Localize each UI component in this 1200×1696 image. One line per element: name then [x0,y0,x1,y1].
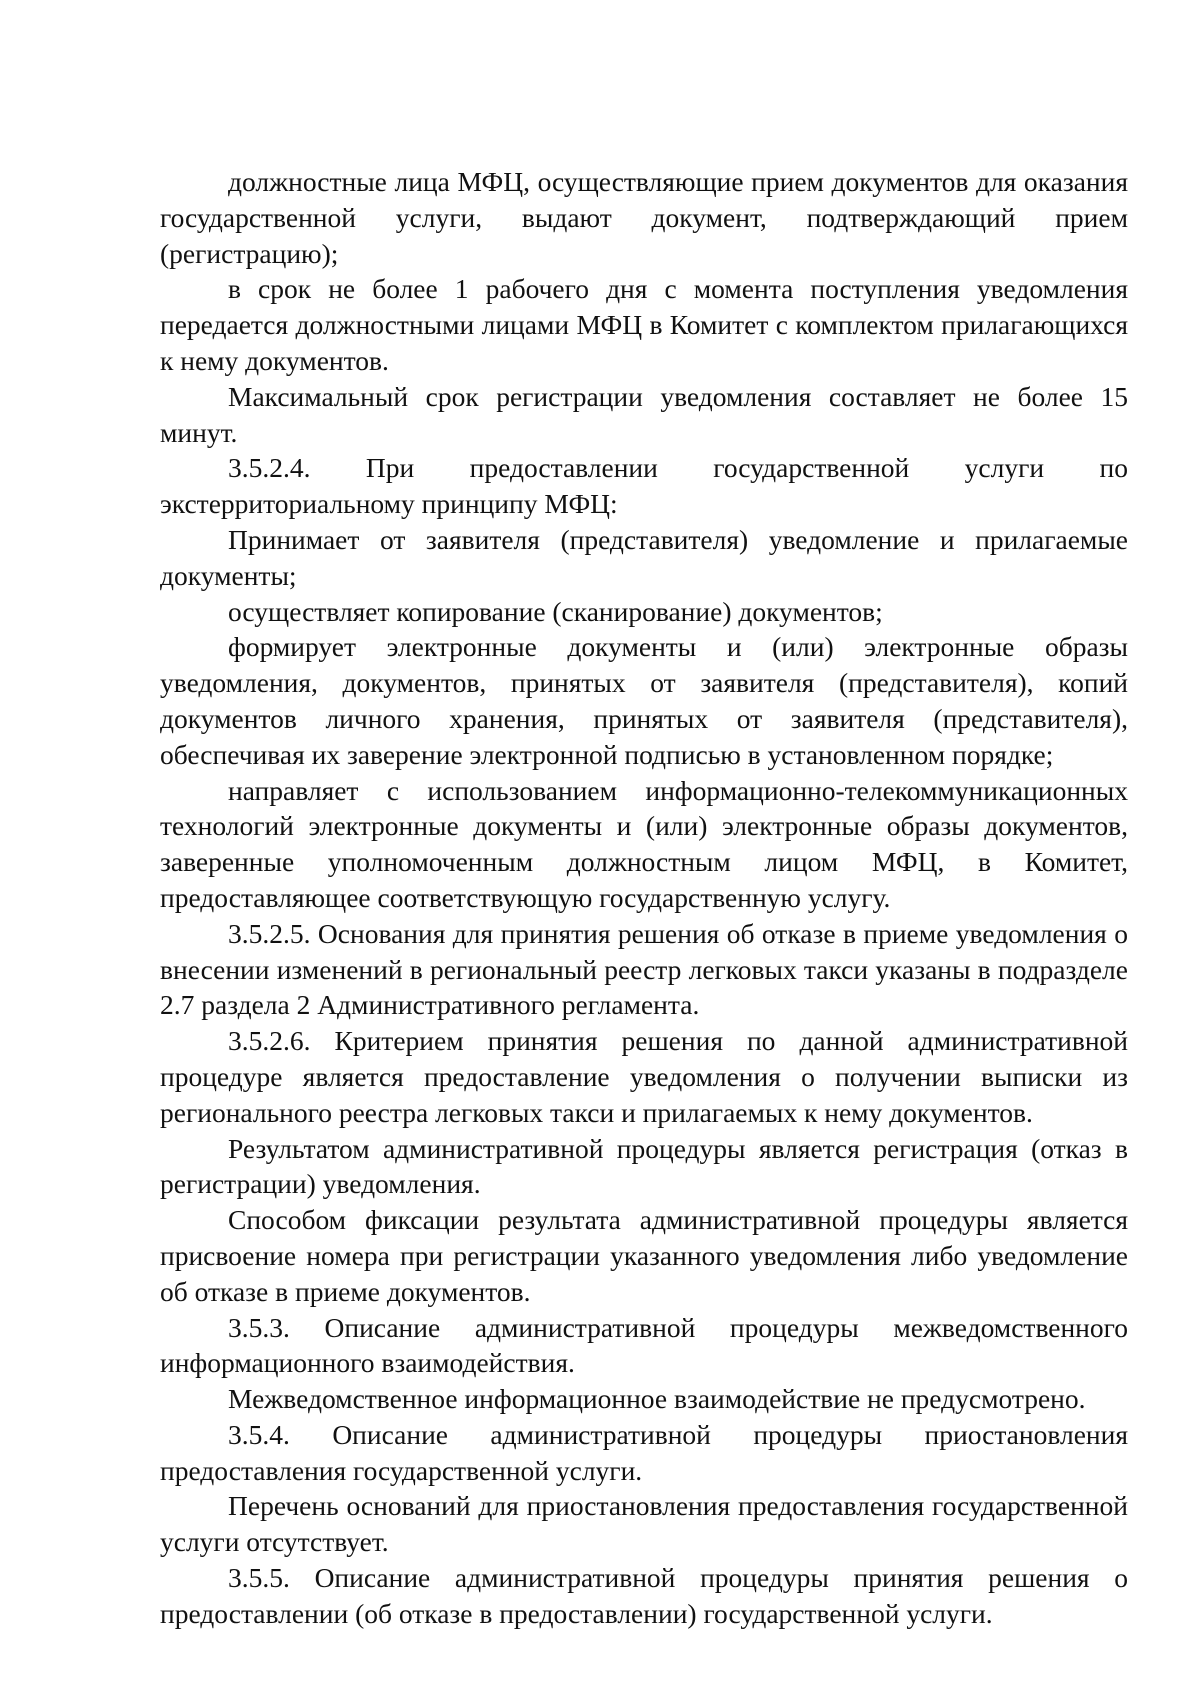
paragraph-transfer-to-committee: в срок не более 1 рабочего дня с момента поступления уведомления передается должностными лицами МФЦ в Комитет с комплектом прилагающихся к нему документов. [160,273,1128,376]
paragraph-3-5-2-6: 3.5.2.6. Критерием принятия решения по данной административной процедуре является предоставление уведомления о получении выписки из регионального реестра легковых такси и прилагаемых к нему документов. [160,1025,1128,1128]
paragraph-3-5-2-4: 3.5.2.4. При предоставлении государственной услуги по экстерриториальному принципу МФЦ: [160,452,1128,520]
paragraph-3-5-2-5: 3.5.2.5. Основания для принятия решения об отказе в приеме уведомления о внесении изменений в региональный реестр легковых такси указаны в подразделе 2.7 раздела 2 Административного регламента. [160,917,1128,1021]
document-body [160,164,1128,1632]
paragraph-accepts-notification: Принимает от заявителя (представителя) уведомление и прилагаемые документы; [160,523,1128,591]
paragraph-result-of-procedure: Результатом административной процедуры является регистрация (отказ в регистрации) уведомления. [160,1132,1128,1200]
paragraph-sends-documents: направляет с использованием информационно-телекоммуникационных технологий электронные документы и (или) электронные образы документов, заверенные уполномоченным должностным лицом МФЦ, в Комитет, предоставляющее соответствующую государственную услугу. [160,774,1128,913]
paragraph-3-5-3: 3.5.3. Описание административной процедуры межведомственного информационного взаимодействия. [160,1311,1128,1379]
paragraph-max-registration-time: Максимальный срок регистрации уведомления составляет не более 15 минут. [160,380,1128,448]
paragraph-3-5-5: 3.5.5. Описание административной процедуры принятия решения о предоставлении (об отказе в предоставлении) государственной услуги. [160,1562,1128,1629]
paragraph-officials-issue-receipt: должностные лица МФЦ, осуществляющие прием документов для оказания государственной услуги, выдают документ, подтверждающий прием (регистрацию); [160,166,1128,269]
paragraph-interaction-not-provided: Межведомственное информационное взаимодействие не предусмотрено. [228,1383,1086,1415]
paragraph-copies-documents: осуществляет копирование (сканирование) документов; [228,595,883,627]
paragraph-3-5-4: 3.5.4. Описание административной процедуры приостановления предоставления государственной услуги. [160,1418,1128,1486]
paragraph-method-of-fixing-result: Способом фиксации результата административной процедуры является присвоение номера при регистрации указанного уведомления либо уведомление об отказе в приеме документов. [160,1204,1128,1307]
paragraph-no-suspension-grounds: Перечень оснований для приостановления предоставления государственной услуги отсутствует. [160,1490,1128,1558]
paragraph-forms-electronic-documents: формирует электронные документы и (или) электронные образы уведомления, документов, принятых от заявителя (представителя), копий документов личного хранения, принятых от заявителя (представителя), обеспечивая их заверение электронной подписью в установленном порядке; [160,631,1128,770]
